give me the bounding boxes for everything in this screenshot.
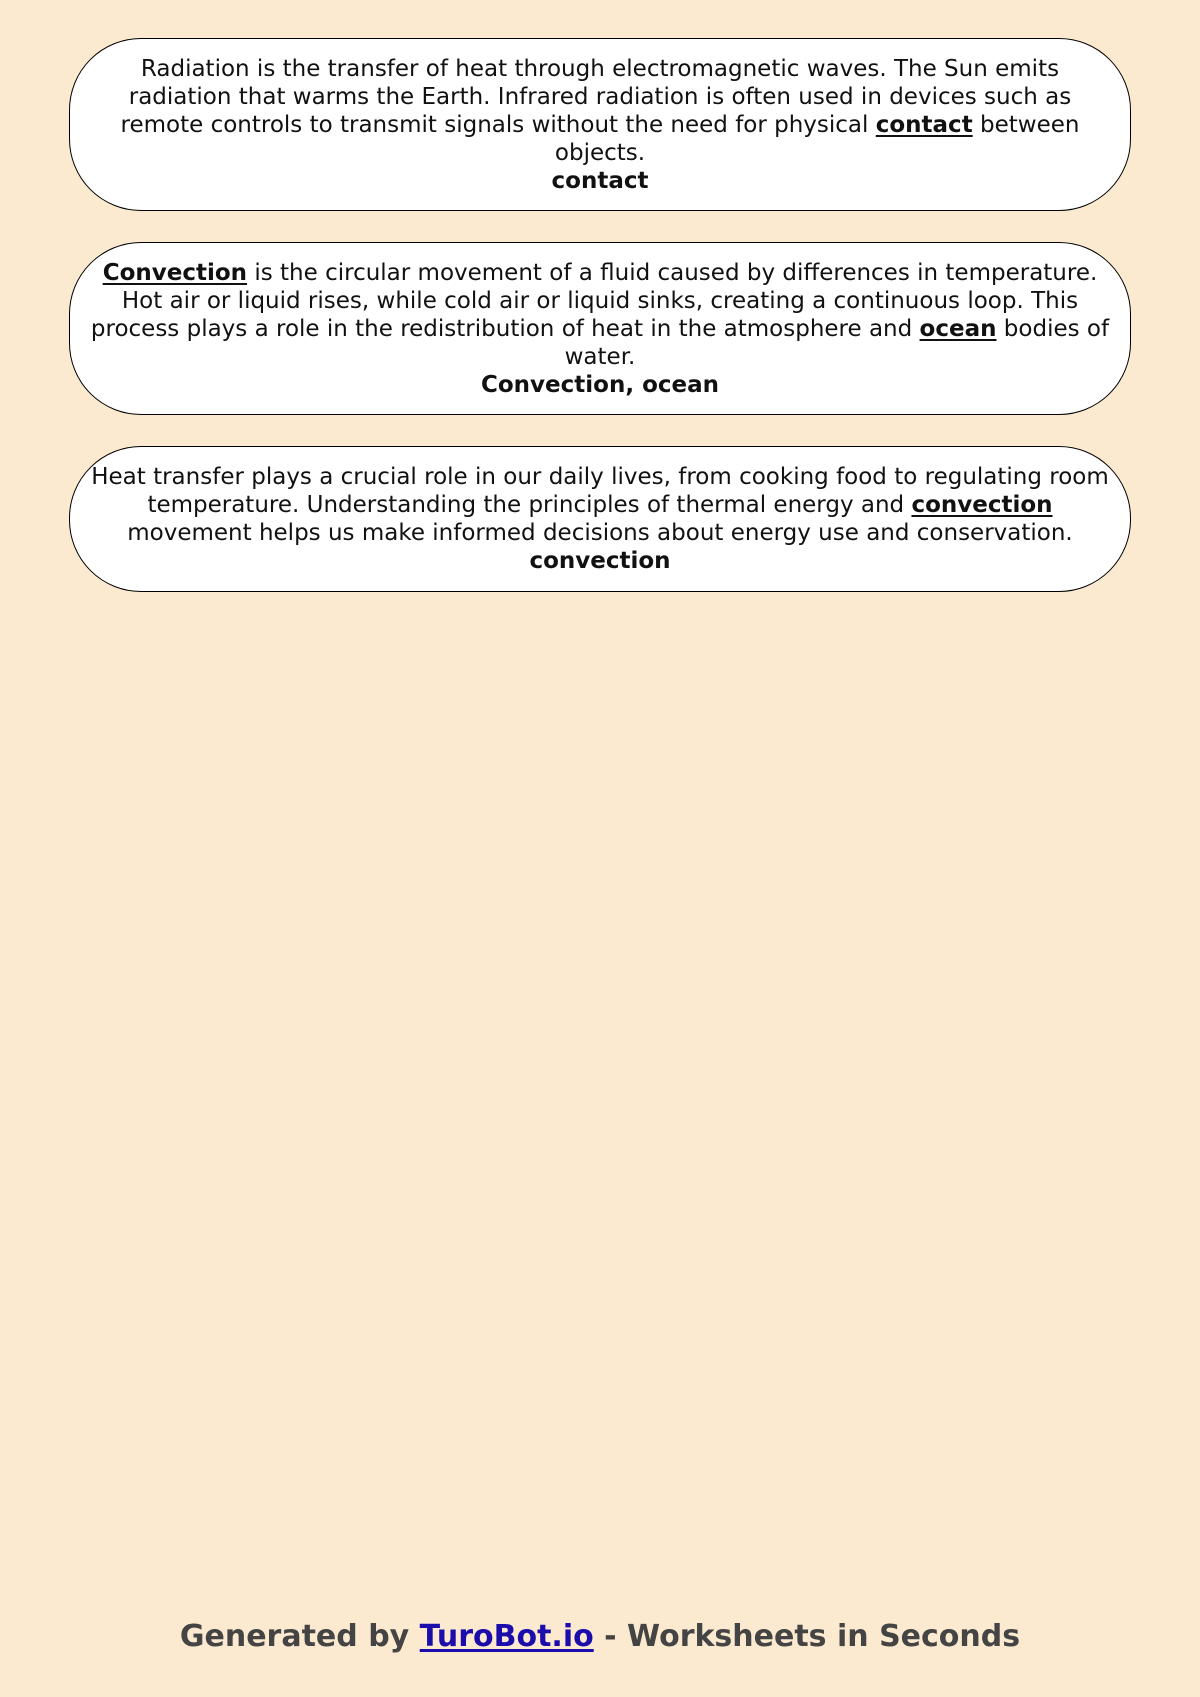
- card-paragraph: [88, 463, 1112, 547]
- card-answers: convection: [529, 548, 671, 574]
- worksheet-card-1: [69, 38, 1131, 211]
- card-keyword: contact: [875, 111, 973, 138]
- card-text: bodies of water.: [564, 315, 1110, 370]
- card-keyword: convection: [911, 492, 1053, 518]
- card-keyword: ocean: [919, 315, 997, 342]
- card-text: is the circular movement of a fluid caused by differences in temperature. Hot air or liquid rises, while cold air or liquid sinks, creating a continuous loop. This process plays a role in the redistribution of heat in the atmosphere and: [90, 259, 1098, 342]
- card-text: Heat transfer plays a crucial role in our daily lives, from cooking food to regulating room temperature. Understanding the principles of thermal energy and: [91, 464, 1109, 518]
- footer-suffix: - Worksheets in Seconds: [593, 1619, 1021, 1654]
- card-text: between objects.: [554, 111, 1080, 166]
- card-answers: Convection, ocean: [480, 371, 719, 398]
- card-text: Radiation is the transfer of heat through electromagnetic waves. The Sun emits radiation that warms the Earth. Infrared radiation is often used in devices such as remote controls to transmit signals without the need for physical: [120, 55, 1072, 138]
- card-answers: contact: [551, 167, 649, 194]
- turobot-link[interactable]: TuroBot.io: [419, 1619, 594, 1654]
- card-text: movement helps us make informed decisions about energy use and conservation.: [127, 520, 1073, 546]
- footer-credit: [0, 1617, 1200, 1657]
- card-paragraph: [88, 55, 1112, 167]
- card-keyword: Convection: [102, 259, 248, 286]
- worksheet-card-3: [69, 446, 1131, 592]
- worksheet-card-2: [69, 242, 1131, 415]
- footer-prefix: Generated by: [179, 1619, 420, 1654]
- card-paragraph: [88, 259, 1112, 371]
